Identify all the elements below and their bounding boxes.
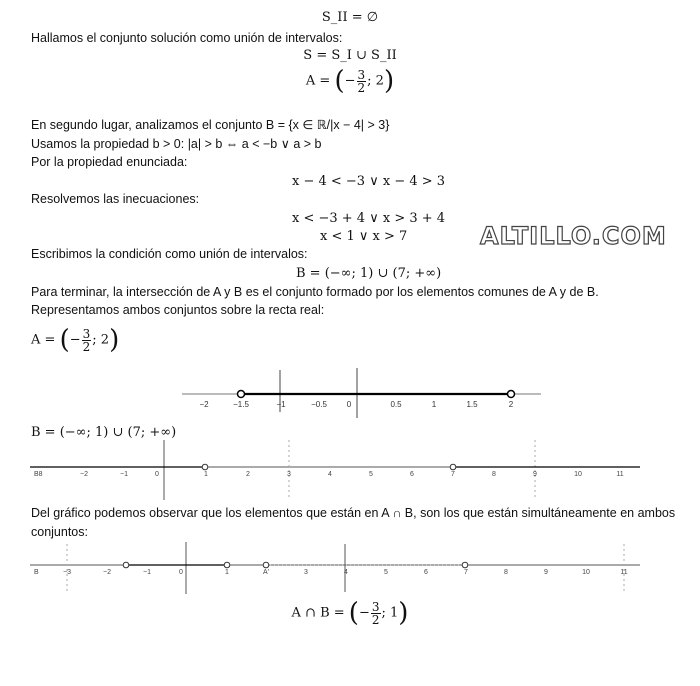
graph-observation-2: conjuntos:	[31, 525, 88, 539]
tick-label: 1	[204, 471, 208, 478]
tick-label: 1	[225, 569, 229, 576]
finish-text: Para terminar, la intersección de A y B es el conjunto formado por los elementos comunes de A y de B.	[31, 285, 599, 299]
tick-label: 3	[287, 471, 291, 478]
tick-label: −1.5	[233, 400, 249, 409]
tick-label: 0	[179, 569, 183, 576]
tick-label: A'	[262, 569, 270, 576]
tick-label: −2	[199, 400, 209, 409]
endpoint-1	[224, 562, 230, 568]
fraction: $\frac{3}{2}$	[357, 67, 366, 95]
endpoint-7	[450, 464, 456, 470]
inequality-2: x < −3 + 4 ∨ x > 3 + 4	[292, 211, 446, 226]
s2-empty-equation: S_II = ∅	[321, 10, 379, 25]
tick-label: 5	[369, 471, 373, 478]
open-paren: (	[334, 66, 345, 96]
b-label-equation: B = (−∞; 1) ∪ (7; +∞)	[31, 425, 177, 440]
property-use: Usamos la propiedad b > 0: |a| > b ⇔ a < −b ∨ a > b	[31, 137, 322, 151]
tick-label: −3	[63, 569, 71, 576]
tick-label: 4	[328, 471, 332, 478]
solve-intro: Resolvemos las inecuaciones:	[31, 192, 200, 206]
a-interval-equation: A = (− $\frac{3}{2}$ ; 2)	[305, 66, 395, 96]
watermark-logo: ALTILLO.COM	[480, 222, 667, 250]
property-by: Por la propiedad enunciada:	[31, 155, 188, 169]
tick-label: 10	[574, 471, 582, 478]
tick-label: 1.5	[466, 400, 478, 409]
tick-label: −1	[143, 569, 151, 576]
tick-label: 11	[620, 569, 628, 576]
line-start-label: B	[34, 569, 39, 576]
endpoint-2	[263, 562, 269, 568]
tick-label: 6	[424, 569, 428, 576]
tick-label: 9	[544, 569, 548, 576]
tick-label: −2	[80, 471, 88, 478]
endpoint-1	[202, 464, 208, 470]
tick-label: 0.5	[390, 400, 402, 409]
union-intro-text: Hallamos el conjunto solución como unión de intervalos:	[31, 31, 343, 45]
set-b-intro: En segundo lugar, analizamos el conjunto B = {x ∈ ℝ/|x − 4| > 3}	[31, 118, 390, 132]
number-line-b	[0, 438, 700, 504]
cond-intro: Escribimos la condición como unión de intervalos:	[31, 247, 308, 261]
tick-label: 7	[451, 471, 455, 478]
tick-label: 7	[464, 569, 468, 576]
close-paren: )	[383, 66, 395, 96]
tick-label: 0	[155, 471, 159, 478]
tick-label: 8	[504, 569, 508, 576]
tick-label: 1	[431, 400, 437, 409]
a-interval-lhs: A =	[305, 73, 331, 89]
represent-text: Representamos ambos conjuntos sobre la recta real:	[31, 303, 325, 317]
endpoint-minus-1-5	[123, 562, 129, 568]
tick-label: 4	[344, 569, 348, 576]
tick-label: 9	[533, 471, 537, 478]
tick-label: 0	[346, 400, 352, 409]
endpoint-minus-1-5	[238, 391, 245, 398]
number-line-intersection	[0, 540, 700, 596]
tick-label: 2	[508, 400, 514, 409]
result-equation: A ∩ B = (− $\frac{3}{2}$ ; 1)	[291, 598, 409, 628]
a-label-equation: A = (− $\frac{3}{2}$ ; 2)	[31, 325, 120, 355]
line-start-label: B8	[34, 471, 43, 478]
inequality-3: x < 1 ∨ x > 7	[320, 229, 408, 244]
tick-label: −1	[120, 471, 128, 478]
tick-label: 3	[304, 569, 308, 576]
tick-label: 8	[492, 471, 496, 478]
tick-label: 2	[246, 471, 250, 478]
endpoint-2	[508, 391, 515, 398]
tick-label: −2	[103, 569, 111, 576]
tick-label: −0.5	[311, 400, 327, 409]
a-interval-tail: ; 2	[367, 73, 384, 89]
s-union-equation: S = S_I ∪ S_II	[303, 48, 397, 63]
tick-label: 10	[582, 569, 590, 576]
tick-label: 6	[410, 471, 414, 478]
graph-observation-1: Del gráfico podemos observar que los elementos que están en A ∩ B, son los que están simultáneamente en ambos	[31, 506, 676, 520]
tick-label: −1	[276, 400, 286, 409]
tick-label: 5	[384, 569, 388, 576]
endpoint-7	[462, 562, 468, 568]
inequality-1: x − 4 < −3 ∨ x − 4 > 3	[292, 174, 446, 189]
b-interval-equation: B = (−∞; 1) ∪ (7; +∞)	[296, 266, 442, 281]
number-line-a	[0, 360, 700, 420]
tick-label: 11	[616, 471, 624, 478]
